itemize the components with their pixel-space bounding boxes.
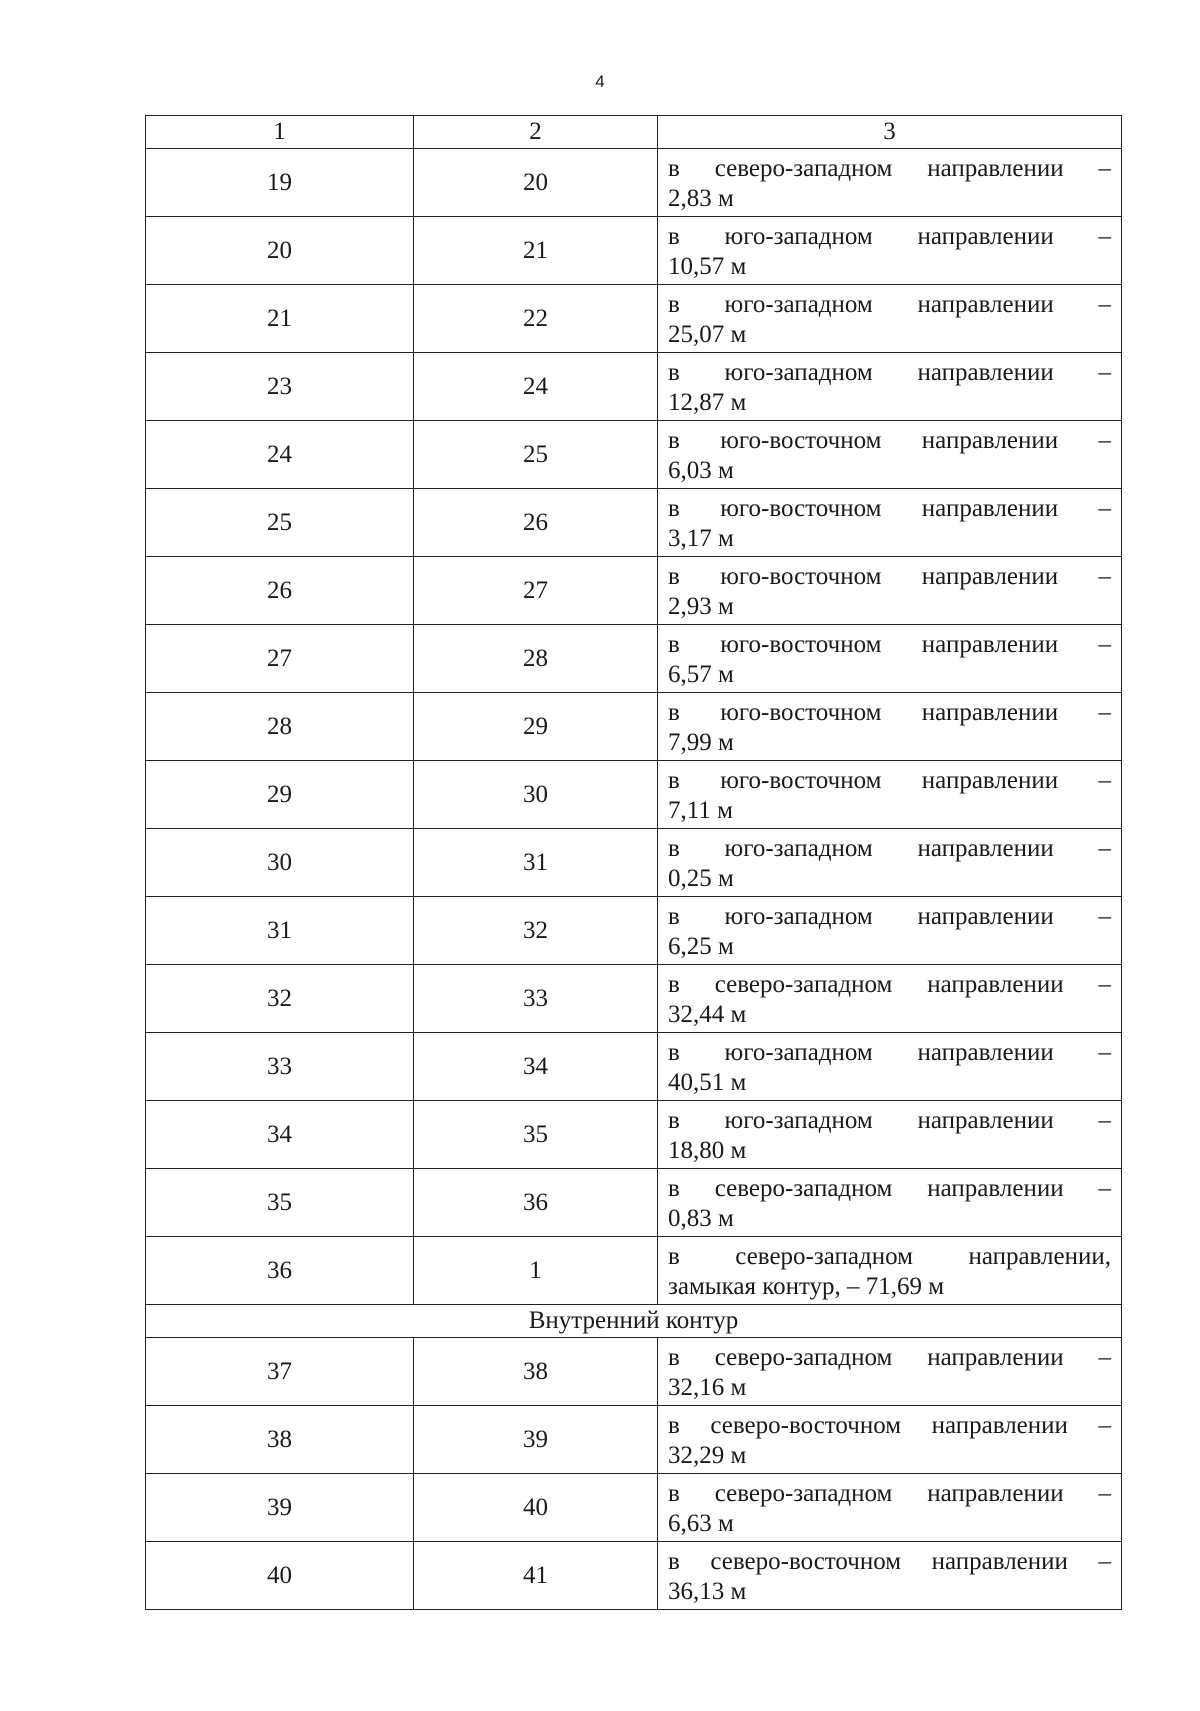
distance-text: 6,25 м xyxy=(668,932,734,960)
direction-description-cell xyxy=(658,693,1122,761)
point-to-cell: 27 xyxy=(414,557,658,625)
direction-text: в северо-западном направлении, xyxy=(668,1242,1111,1270)
direction-text: в северо-западном направлении – xyxy=(668,970,1111,998)
direction-description-cell xyxy=(658,217,1122,285)
direction-text: в юго-восточном направлении – xyxy=(668,766,1111,794)
distance-text: 12,87 м xyxy=(668,388,747,416)
point-to-cell: 1 xyxy=(414,1237,658,1305)
direction-description-cell xyxy=(658,285,1122,353)
point-to-cell: 41 xyxy=(414,1542,658,1610)
header-cell-2: 2 xyxy=(414,116,658,149)
section-title: Внутренний контур xyxy=(146,1305,1122,1338)
direction-text: в северо-западном направлении – xyxy=(668,1343,1111,1371)
direction-description-cell xyxy=(658,761,1122,829)
distance-text: 40,51 м xyxy=(668,1068,747,1096)
distance-text: 2,93 м xyxy=(668,592,734,620)
distance-text: 6,57 м xyxy=(668,660,734,688)
point-to-cell: 40 xyxy=(414,1474,658,1542)
direction-description-cell xyxy=(658,897,1122,965)
table-row xyxy=(146,421,1122,489)
direction-description-cell xyxy=(658,353,1122,421)
point-to-cell: 31 xyxy=(414,829,658,897)
table-row xyxy=(146,353,1122,421)
table-row xyxy=(146,965,1122,1033)
table-row xyxy=(146,625,1122,693)
table-row xyxy=(146,693,1122,761)
table-row xyxy=(146,285,1122,353)
table-row xyxy=(146,149,1122,217)
point-from-cell: 35 xyxy=(146,1169,414,1237)
point-to-cell: 35 xyxy=(414,1101,658,1169)
direction-description-cell xyxy=(658,149,1122,217)
table-row xyxy=(146,1101,1122,1169)
table-header-row xyxy=(146,116,1122,149)
direction-text: в юго-восточном направлении – xyxy=(668,494,1111,522)
distance-text: 32,44 м xyxy=(668,1000,747,1028)
table-row xyxy=(146,1338,1122,1406)
point-from-cell: 26 xyxy=(146,557,414,625)
point-to-cell: 26 xyxy=(414,489,658,557)
point-to-cell: 34 xyxy=(414,1033,658,1101)
distance-text: замыкая контур, – 71,69 м xyxy=(668,1272,945,1300)
direction-description-cell xyxy=(658,557,1122,625)
point-to-cell: 20 xyxy=(414,149,658,217)
direction-description-cell xyxy=(658,1237,1122,1305)
table-row xyxy=(146,1542,1122,1610)
point-to-cell: 32 xyxy=(414,897,658,965)
distance-text: 6,63 м xyxy=(668,1509,734,1537)
direction-text: в северо-западном направлении – xyxy=(668,1174,1111,1202)
section-row xyxy=(146,1305,1122,1338)
table-row xyxy=(146,897,1122,965)
distance-text: 18,80 м xyxy=(668,1136,747,1164)
table-row xyxy=(146,489,1122,557)
point-from-cell: 29 xyxy=(146,761,414,829)
direction-text: в юго-западном направлении – xyxy=(668,1106,1111,1134)
distance-text: 32,29 м xyxy=(668,1441,747,1469)
point-to-cell: 36 xyxy=(414,1169,658,1237)
direction-description-cell xyxy=(658,625,1122,693)
table-row xyxy=(146,1474,1122,1542)
point-from-cell: 30 xyxy=(146,829,414,897)
coordinates-table xyxy=(145,115,1122,1610)
point-to-cell: 38 xyxy=(414,1338,658,1406)
table-row xyxy=(146,761,1122,829)
table-row xyxy=(146,829,1122,897)
direction-text: в юго-западном направлении – xyxy=(668,902,1111,930)
table-row xyxy=(146,1169,1122,1237)
point-to-cell: 30 xyxy=(414,761,658,829)
distance-text: 7,11 м xyxy=(668,796,733,824)
point-from-cell: 28 xyxy=(146,693,414,761)
direction-description-cell xyxy=(658,965,1122,1033)
table-row xyxy=(146,1406,1122,1474)
direction-description-cell xyxy=(658,1101,1122,1169)
direction-description-cell xyxy=(658,421,1122,489)
direction-description-cell xyxy=(658,1338,1122,1406)
direction-description-cell xyxy=(658,1033,1122,1101)
point-from-cell: 23 xyxy=(146,353,414,421)
page-number: 4 xyxy=(595,72,605,91)
point-to-cell: 21 xyxy=(414,217,658,285)
direction-text: в юго-западном направлении – xyxy=(668,834,1111,862)
point-from-cell: 21 xyxy=(146,285,414,353)
point-to-cell: 25 xyxy=(414,421,658,489)
point-to-cell: 28 xyxy=(414,625,658,693)
direction-description-cell xyxy=(658,489,1122,557)
direction-text: в юго-восточном направлении – xyxy=(668,426,1111,454)
header-cell-1: 1 xyxy=(146,116,414,149)
distance-text: 7,99 м xyxy=(668,728,734,756)
point-from-cell: 38 xyxy=(146,1406,414,1474)
point-from-cell: 39 xyxy=(146,1474,414,1542)
point-from-cell: 33 xyxy=(146,1033,414,1101)
header-cell-3: 3 xyxy=(658,116,1122,149)
direction-text: в северо-восточном направлении – xyxy=(668,1547,1111,1575)
direction-description-cell xyxy=(658,1474,1122,1542)
direction-text: в северо-западном направлении – xyxy=(668,1479,1111,1507)
point-from-cell: 40 xyxy=(146,1542,414,1610)
point-from-cell: 25 xyxy=(146,489,414,557)
point-to-cell: 22 xyxy=(414,285,658,353)
point-to-cell: 24 xyxy=(414,353,658,421)
distance-text: 0,25 м xyxy=(668,864,734,892)
direction-description-cell xyxy=(658,829,1122,897)
direction-description-cell xyxy=(658,1542,1122,1610)
point-to-cell: 29 xyxy=(414,693,658,761)
point-from-cell: 27 xyxy=(146,625,414,693)
direction-text: в северо-восточном направлении – xyxy=(668,1411,1111,1439)
point-from-cell: 32 xyxy=(146,965,414,1033)
direction-description-cell xyxy=(658,1406,1122,1474)
direction-text: в северо-западном направлении – xyxy=(668,154,1111,182)
table-row xyxy=(146,217,1122,285)
table-row xyxy=(146,1033,1122,1101)
direction-text: в юго-западном направлении – xyxy=(668,222,1111,250)
direction-text: в юго-западном направлении – xyxy=(668,290,1111,318)
distance-text: 32,16 м xyxy=(668,1373,747,1401)
point-to-cell: 39 xyxy=(414,1406,658,1474)
direction-text: в юго-восточном направлении – xyxy=(668,562,1111,590)
direction-text: в юго-западном направлении – xyxy=(668,358,1111,386)
point-from-cell: 37 xyxy=(146,1338,414,1406)
point-from-cell: 36 xyxy=(146,1237,414,1305)
direction-text: в юго-восточном направлении – xyxy=(668,630,1111,658)
distance-text: 3,17 м xyxy=(668,524,734,552)
distance-text: 0,83 м xyxy=(668,1204,734,1232)
point-from-cell: 34 xyxy=(146,1101,414,1169)
point-from-cell: 24 xyxy=(146,421,414,489)
table-row xyxy=(146,557,1122,625)
direction-text: в юго-восточном направлении – xyxy=(668,698,1111,726)
distance-text: 36,13 м xyxy=(668,1577,747,1605)
point-from-cell: 31 xyxy=(146,897,414,965)
distance-text: 25,07 м xyxy=(668,320,747,348)
direction-description-cell xyxy=(658,1169,1122,1237)
point-from-cell: 19 xyxy=(146,149,414,217)
direction-text: в юго-западном направлении – xyxy=(668,1038,1111,1066)
point-to-cell: 33 xyxy=(414,965,658,1033)
distance-text: 2,83 м xyxy=(668,184,734,212)
distance-text: 6,03 м xyxy=(668,456,734,484)
point-from-cell: 20 xyxy=(146,217,414,285)
distance-text: 10,57 м xyxy=(668,252,747,280)
table-row xyxy=(146,1237,1122,1305)
